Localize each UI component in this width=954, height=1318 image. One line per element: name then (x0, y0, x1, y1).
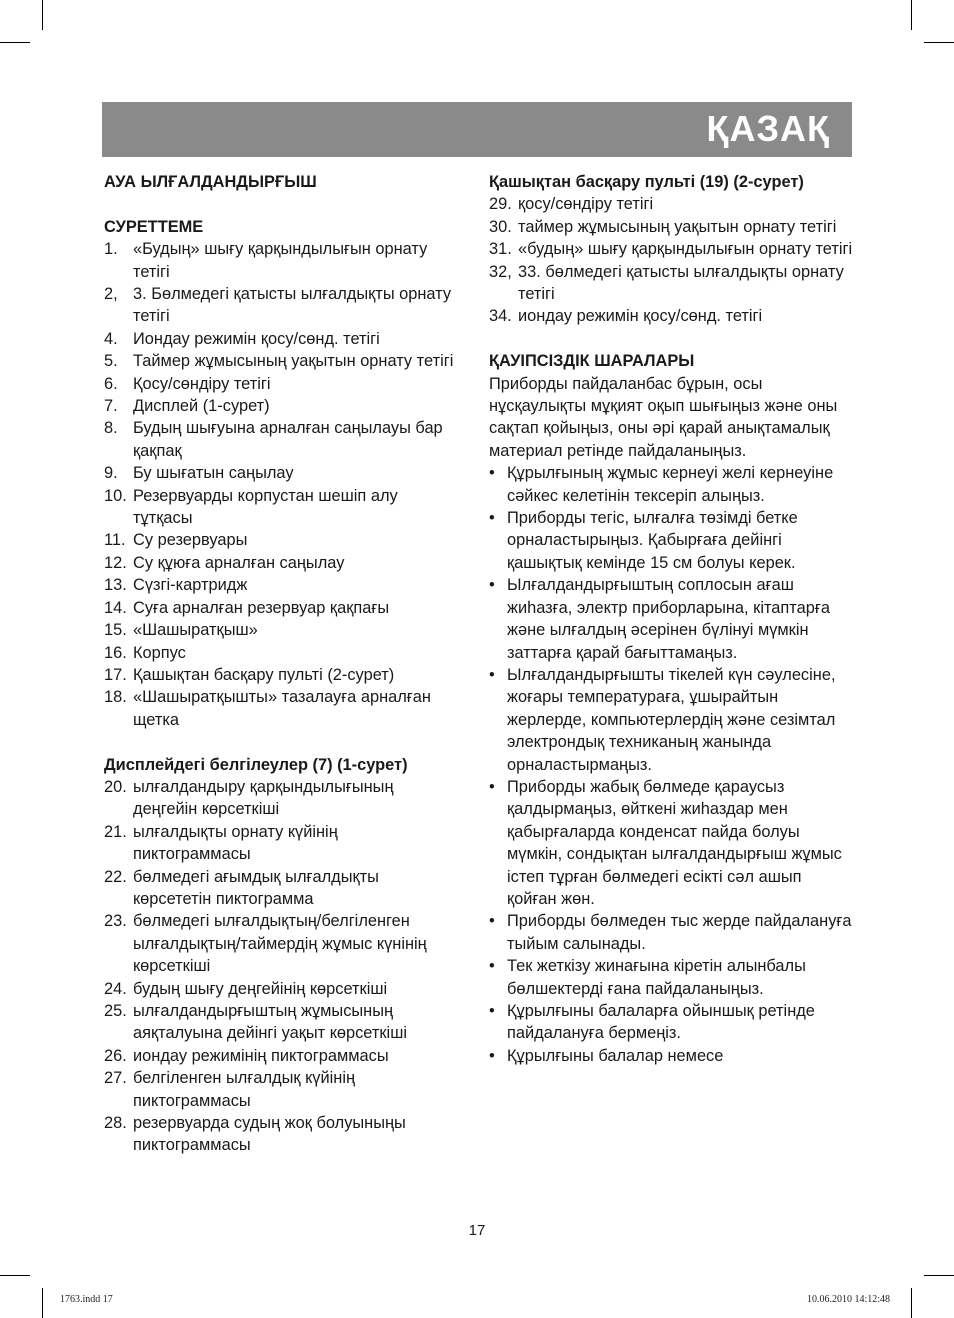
item-text: белгіленген ылғалдық күйінің пиктограммасы (133, 1069, 356, 1110)
item-number: 12. (104, 553, 127, 572)
item-number: 25. (104, 1002, 127, 1020)
item-text: ылғалдандырғыштың жұмысының аяқталуына дейінгі уақыт көрсеткіші (133, 1002, 407, 1043)
item-text: Иондау режимін қосу/сөнд. тетігі (133, 329, 380, 348)
item-text: «будың» шығу қарқындылығын орнату тетігі (518, 240, 853, 259)
list-item (104, 395, 454, 417)
safety-item-text: Құрылғыны балалар немесе (507, 1046, 724, 1065)
page-number: 17 (468, 1222, 486, 1239)
list-item (104, 1112, 454, 1157)
item-text: Суға арналған резервуар қақпағы (133, 598, 390, 617)
safety-item-text: Ылғалдандырғыштың соплосын ағаш жиһазға, электр приборларына, кітаптарға және ылғалдың әсерінен бүлінуі мүмкін заттарға қарай бағыттамаңыз. (507, 576, 830, 662)
safety-intro: Приборды пайдаланбас бұрын, осы нұсқаулықты мұқият оқып шығыңыз және оны сақтап қойыңыз, оны әрі қарай анықтамалық материал ретінде пайдаланыңыз. (489, 374, 838, 460)
item-text: «Будың» шығу қарқындылығын орнату тетігі (133, 240, 428, 281)
list-item (104, 978, 454, 1000)
list-item (489, 238, 854, 260)
item-number: 1. (104, 240, 118, 259)
safety-item (489, 1045, 854, 1067)
item-number: 18. (104, 688, 127, 707)
crop-mark (924, 42, 954, 43)
item-number: 20. (104, 777, 127, 796)
item-number: 26. (104, 1046, 127, 1065)
item-text: «Шашыратқышты» тазалауға арналған щетка (133, 688, 431, 729)
item-number: 9. (104, 464, 118, 483)
list-item (104, 529, 454, 551)
list-item (104, 686, 454, 731)
list-item (489, 261, 854, 306)
item-number: 32, (489, 262, 512, 281)
item-text: 3. Бөлмедегі қатысты ылғалдықты орнату тетігі (133, 285, 452, 326)
language-header-bar (102, 102, 852, 157)
item-text: ылғалдықты орнату күйінің пиктограммасы (133, 822, 338, 864)
bullet-icon: • (489, 576, 495, 595)
safety-item-text: Приборды жабық бөлмеде қараусыз қалдырмаңыз, өйткені жиһаздар мен қабырғаларда конденсат пайда болуы мүмкін, сондықтан ылғалдандырғыш жұмыс істеп тұрған бөлмедегі есікті сәл ашып қойған жөн. (507, 777, 842, 908)
list-item (104, 1067, 454, 1112)
item-number: 7. (104, 397, 118, 416)
list-item (104, 664, 454, 686)
item-number: 27. (104, 1069, 127, 1088)
bullet-icon: • (489, 509, 495, 528)
item-text: Сүзгі-картридж (133, 576, 248, 595)
item-number: 30. (489, 217, 512, 236)
safety-item (489, 955, 854, 1000)
item-text: Бу шығатын саңылау (133, 464, 294, 483)
item-number: 22. (104, 867, 127, 886)
item-number: 4. (104, 329, 118, 348)
item-text: бөлмедегі ағымдық ылғалдықты көрсететін пиктограмма (133, 867, 379, 908)
safety-list (489, 462, 854, 1067)
crop-mark (42, 0, 43, 30)
safety-item (489, 910, 854, 955)
list-item (104, 866, 454, 911)
right-column (489, 171, 854, 1067)
crop-mark (924, 1275, 954, 1276)
bullet-icon: • (489, 777, 495, 796)
list-item (104, 910, 454, 977)
item-number: 17. (104, 665, 127, 684)
list-item (104, 1045, 454, 1067)
item-text: таймер жұмысының уақытын орнату тетігі (518, 217, 837, 236)
safety-item (489, 507, 854, 574)
safety-item (489, 1000, 854, 1045)
footer-file: 1763.indd 17 (60, 1294, 113, 1305)
display-heading: Дисплейдегі белгілеулер (7) (1-сурет) (104, 755, 408, 774)
crop-mark (911, 0, 912, 30)
item-number: 2, (104, 285, 118, 304)
list-item (104, 574, 454, 596)
item-number: 31. (489, 240, 512, 259)
bullet-icon: • (489, 912, 495, 931)
list-item (104, 619, 454, 641)
item-number: 15. (104, 621, 127, 640)
safety-item (489, 664, 854, 776)
list-item (104, 821, 454, 866)
item-number: 10. (104, 486, 127, 505)
item-number: 29. (489, 195, 512, 214)
item-number: 5. (104, 352, 118, 371)
bullet-icon: • (489, 1002, 495, 1021)
safety-heading: ҚАУІПСІЗДІК ШАРАЛАРЫ (489, 352, 695, 371)
item-text: Таймер жұмысының уақытын орнату тетігі (133, 352, 454, 371)
safety-item (489, 776, 854, 910)
language-title: ҚАЗАҚ (706, 108, 830, 149)
item-text: будың шығу деңгейінің көрсеткіші (133, 979, 388, 998)
safety-item (489, 462, 854, 507)
item-text: «Шашыратқыш» (133, 621, 258, 640)
item-text: Дисплей (1-сурет) (133, 397, 270, 416)
list-item (104, 485, 454, 530)
item-text: 33. бөлмедегі қатысты ылғалдықты орнату тетігі (518, 262, 844, 304)
safety-item-text: Тек жеткізу жинағына кіретін алынбалы бөлшектерді ғана пайдаланыңыз. (507, 957, 806, 998)
bullet-icon: • (489, 665, 495, 684)
item-number: 6. (104, 374, 118, 393)
item-text: Будың шығуына арналған саңылауы бар қақпақ (133, 419, 443, 460)
item-number: 34. (489, 307, 512, 326)
description-heading: СУРЕТТЕМЕ (104, 217, 204, 236)
item-text: қосу/сөндіру тетігі (518, 195, 654, 214)
safety-item-text: Ылғалдандырғышты тікелей күн сәулесіне, жоғары температураға, ұшырайтын жерлерде, компьютерлердің және сезімтал электрондық техниканың жанында орналастырмаңыз. (507, 665, 836, 774)
list-item (104, 642, 454, 664)
item-text: Су резервуары (133, 531, 248, 550)
item-text: резервуарда судың жоқ болуыныңы пиктограммасы (133, 1114, 406, 1155)
remote-list (489, 193, 854, 327)
bullet-icon: • (489, 464, 495, 483)
item-number: 23. (104, 912, 127, 931)
item-text: Корпус (133, 643, 186, 662)
list-item (104, 597, 454, 619)
item-number: 24. (104, 979, 127, 998)
crop-mark (0, 1275, 30, 1276)
safety-item-text: Құрылғының жұмыс кернеуі желі кернеуіне сәйкес келетінін тексеріп алыңыз. (507, 464, 834, 505)
left-column (104, 171, 454, 1157)
crop-mark (42, 1288, 43, 1318)
list-item (104, 1000, 454, 1045)
footer-datetime: 10.06.2010 14:12:48 (806, 1294, 890, 1305)
product-title: АУА ЫЛҒАЛДАНДЫРҒЫШ (104, 173, 317, 191)
safety-item-text: Приборды бөлмеден тыс жерде пайдалануға тыйым салынады. (507, 912, 852, 953)
list-item (104, 462, 454, 484)
item-text: бөлмедегі ылғалдықтың/белгіленген ылғалдықтың/таймердің жұмыс күнінің көрсеткіші (133, 912, 427, 976)
item-text: ылғалдандыру қарқындылығының деңгейін көрсеткіші (133, 777, 394, 819)
list-item (104, 328, 454, 350)
item-text: Су құюға арналған саңылау (133, 553, 345, 572)
item-number: 14. (104, 598, 127, 617)
item-number: 28. (104, 1114, 127, 1133)
item-number: 21. (104, 822, 127, 841)
list-item (489, 305, 854, 327)
list-item (104, 776, 454, 821)
description-list (104, 238, 454, 731)
list-item (489, 193, 854, 215)
item-text: Қосу/сөндіру тетігі (133, 374, 271, 393)
item-number: 16. (104, 643, 127, 662)
item-number: 11. (104, 531, 126, 550)
bullet-icon: • (489, 957, 495, 976)
list-item (104, 283, 454, 328)
remote-heading: Қашықтан басқару пульті (19) (2-сурет) (489, 173, 804, 191)
list-item (489, 216, 854, 238)
item-number: 8. (104, 419, 118, 438)
safety-item (489, 574, 854, 664)
crop-mark (911, 1288, 912, 1318)
crop-mark (0, 42, 30, 43)
item-text: иондау режимінің пиктограммасы (133, 1046, 389, 1065)
safety-item-text: Құрылғыны балаларға ойыншық ретінде пайдалануға бермеңіз. (507, 1002, 815, 1043)
list-item (104, 417, 454, 462)
item-text: Қашықтан басқару пульті (2-сурет) (133, 665, 395, 684)
bullet-icon: • (489, 1046, 495, 1065)
list-item (104, 552, 454, 574)
item-text: иондау режимін қосу/сөнд. тетігі (518, 307, 763, 326)
item-number: 13. (104, 576, 127, 595)
safety-item-text: Приборды тегіс, ылғалға төзімді бетке орналастырыңыз. Қабырғаға дейінгі қашықтық кемінде 15 см болуы керек. (507, 509, 798, 572)
display-list (104, 776, 454, 1157)
list-item (104, 350, 454, 372)
list-item (104, 238, 454, 283)
list-item (104, 373, 454, 395)
item-text: Резервуарды корпустан шешіп алу тұтқасы (133, 486, 398, 528)
